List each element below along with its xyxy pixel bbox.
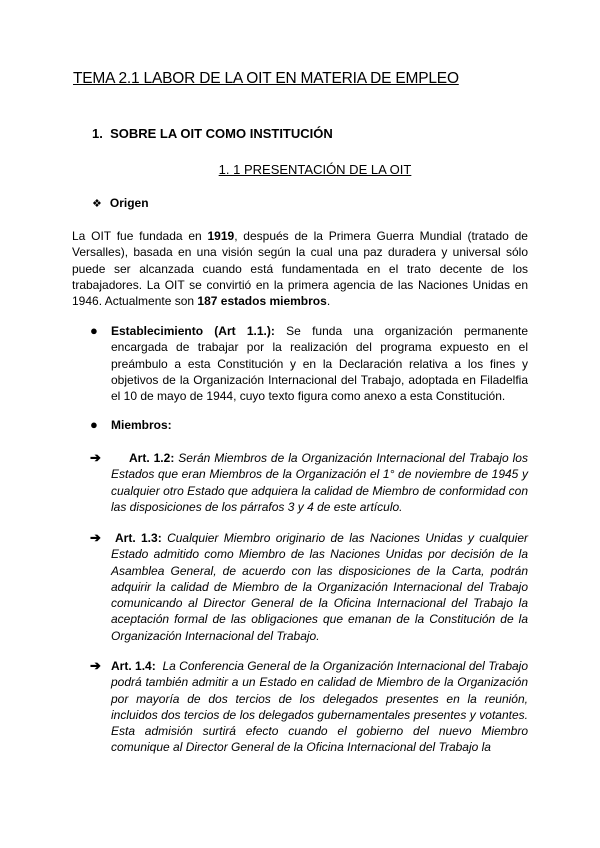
origen-heading	[92, 196, 149, 210]
subsection-heading: 1. 1 PRESENTACIÓN DE LA OIT	[218, 162, 412, 177]
establecimiento-paragraph	[111, 323, 528, 404]
arrow-icon: ➔	[90, 658, 101, 673]
article-1-3	[111, 530, 528, 644]
origen-text-3: .	[326, 294, 331, 309]
article-text: Serán Miembros de la Organización Internacional del Trabajo los Estados que eran Miembros de la Organización el 1° de noviembre de 1945 y cualquier otro Estado que adquiera la calidad de Miembro de conformidad con las disposiciones de los párrafos 3 y 4 de este artículo.	[111, 451, 528, 514]
article-text: Cualquier Miembro originario de las Naciones Unidas y cualquier Estado admitido como Miembro de las Naciones Unidas por decisión de la Asamblea General, de acuerdo con las disposiciones de la Carta, podrán adquirir la calidad de Miembro de la Organización Internacional del Trabajo comunicando al Director General de la Oficina Internacional del Trabajo la aceptación formal de las obligaciones que emanan de la Constitución de la Organización Internacional del Trabajo.	[111, 531, 528, 643]
article-label: Art. 1.4:	[111, 659, 156, 673]
article-1-4	[111, 658, 528, 756]
section-label: SOBRE LA OIT COMO INSTITUCIÓN	[110, 126, 333, 141]
establecimiento-bullet-icon: ●	[90, 323, 98, 338]
origen-paragraph	[72, 228, 528, 309]
arrow-icon: ➔	[90, 530, 101, 545]
arrow-icon: ➔	[90, 450, 101, 465]
section-number: 1.	[92, 126, 103, 141]
article-1-2	[111, 450, 528, 515]
miembros-label: Miembros:	[111, 418, 172, 432]
miembros-bullet-icon: ●	[90, 417, 98, 432]
diamond-bullet-icon: ❖	[92, 198, 102, 210]
document-title: TEMA 2.1 LABOR DE LA OIT EN MATERIA DE EMPLEO	[73, 70, 459, 87]
article-label: Art. 1.2:	[129, 451, 175, 465]
article-label: Art. 1.3:	[115, 531, 162, 545]
origen-year: 1919	[207, 229, 235, 243]
origen-text-1: La OIT fue fundada en	[72, 229, 208, 243]
origen-text-2: , después de la Primera Guerra Mundial (tratado de Versalles), basada en una visión según la cual una paz duradera y universal sólo puede ser alcanzada cuando está fundamentada en el trato decente de los trabajadores. La OIT se convirtió en la primera agencia de las Naciones Unidas en 1946. Actualmente son	[72, 229, 528, 309]
establecimiento-label: Establecimiento (Art 1.1.):	[111, 324, 275, 338]
establecimiento-text: Se funda una organización permanente encargada de trabajar por la realización del programa expuesto en el preámbulo a esta Constitución y en la Declaración relativa a los fines y objetivos de la Organización Internacional del Trabajo, adoptada en Filadelfia el 10 de mayo de 1944, cuyo texto figura como anexo a esta Constitución.	[111, 324, 528, 404]
origen-member-count: 187 estados miembros	[197, 294, 327, 309]
section-heading	[92, 126, 333, 141]
article-text: La Conferencia General de la Organización Internacional del Trabajo podrá también admitir a un Estado en calidad de Miembro de la Organización por mayoría de dos tercios de los delegados presentes en la reunión, incluidos dos tercios de los delegados gubernamentales presentes y votantes. Esta admisión surtirá efecto cuando el gobierno del nuevo Miembro comunique al Director General de la Oficina Internacional del Trabajo la	[111, 659, 529, 755]
origen-label: Origen	[109, 196, 149, 210]
